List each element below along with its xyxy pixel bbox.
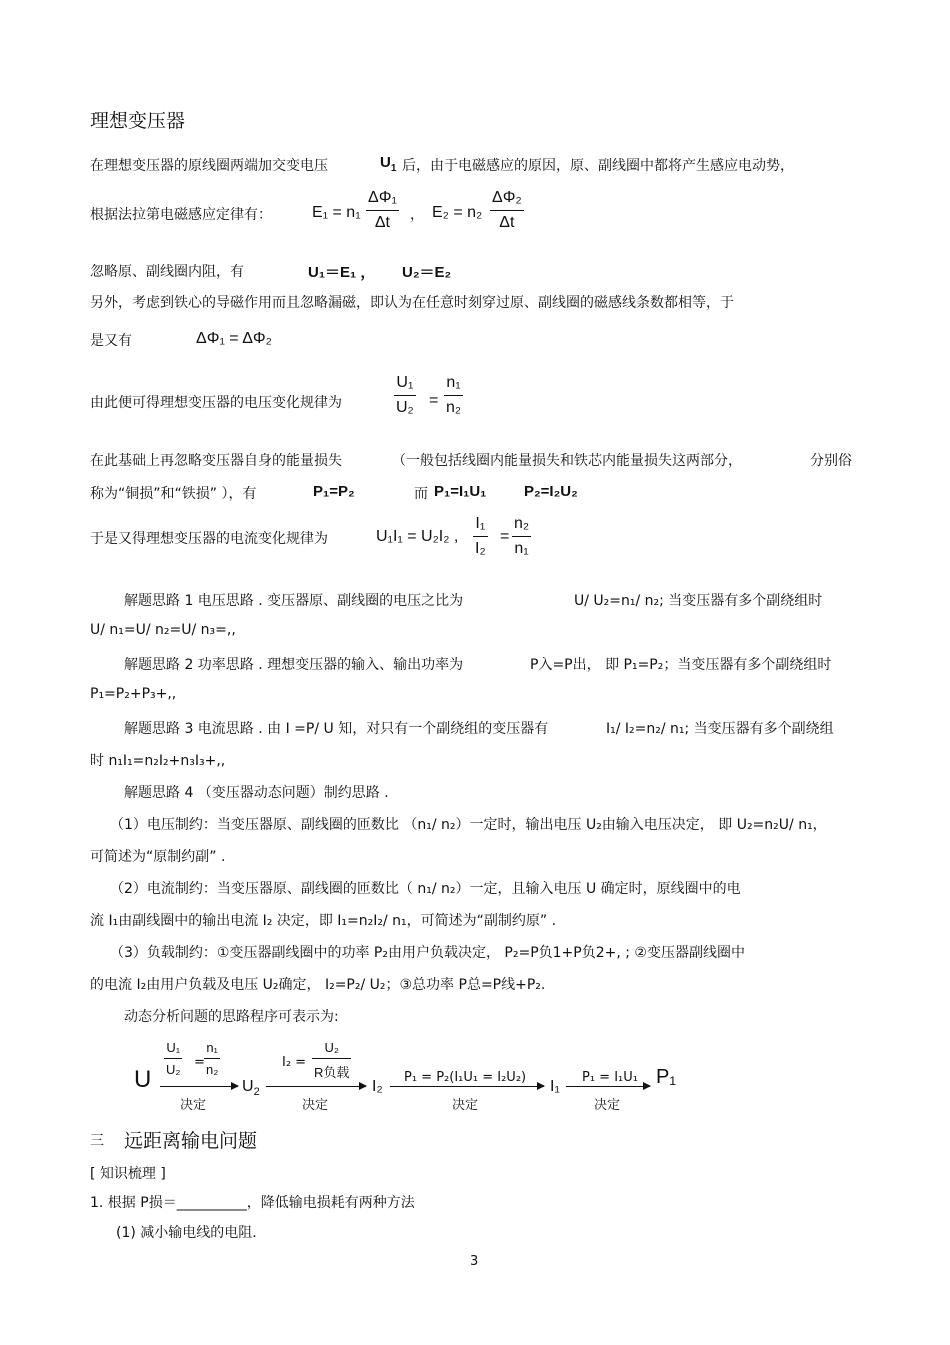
flow-u2-numer: U₂ [324,1040,339,1055]
power-equality-eq: U₁I₁ = U₂I₂ , [376,528,459,545]
flow-u-fraction [164,1040,182,1077]
approach-1-c: U/ n₁=U/ n₂=U/ n₃=,, [90,622,236,638]
flow-arrow-1 [160,1086,238,1087]
section-3-number: 三 [90,1133,104,1149]
flow-label-3: 决定 [452,1098,479,1113]
u1-num: U₁ [396,374,414,391]
flow-power-eq: P₁ = P₂(I₁U₁ = I₂U₂) [404,1070,527,1085]
voltage-constraint-b: 可简述为“原制约副” . [90,849,226,865]
approach-2-c: P₁=P₂+P₃+,, [90,686,177,702]
e1-denominator: Δt [366,210,399,232]
flow-i2-lhs: I₂ = [282,1055,307,1070]
u1-letter: U [380,154,391,171]
voltage-rule-text: 由此便可得理想变压器的电压变化规律为 [90,395,342,411]
p1-i1u1-eq: P₁=I₁U₁ [434,483,487,500]
current-fraction-i [473,515,488,558]
i2-den: I₂ [473,536,488,558]
flow-u1-num: U₁ [166,1040,181,1055]
current-fraction-n [512,515,531,558]
e1-numerator: ΔΦ₁ [368,189,397,206]
knowledge-item-1: 1. 根据 P损＝__________，降低输电损耗有两种方法 [90,1195,415,1211]
approach-3-c: 时 n₁I₁=n₂I₂+n₃I₃+,, [90,753,226,769]
load-constraint-a: （3）负载制约：①变压器副线圈中的功率 P₂由用户负载决定， P₂=P负1+P负2+, ; ②变压器副线圈中 [110,945,745,961]
flow-i2: I₂ [372,1078,383,1095]
flow-n-fraction [204,1040,220,1077]
approach-1-b: U/ U₂=n₁/ n₂; 当变压器有多个副绕组时 [574,593,823,609]
approach-2-b: P入=P出， 即 P₁=P₂；当变压器有多个副绕组时 [530,657,832,673]
flow-i1: I₁ [550,1078,560,1095]
voltage-constraint-a: （1）电压制约：当变压器原、副线圈的匝数比 （n₁/ n₂）一定时，输出电压 U₂由输入电压决定， 即 U₂=n₂U/ n₁， [110,817,827,833]
paragraph-intro [90,155,328,175]
load-constraint-b: 的电流 I₂由用户负载及电压 U₂确定， I₂=P₂/ U₂；③总功率 P总=P线+P₂. [90,977,546,993]
e1-lhs: E₁ = n₁ [312,204,361,221]
flow-n1-num: n₁ [206,1040,218,1055]
flux-text-2: 是又有 [90,333,132,349]
approach-2-a: 解题思路 2 功率思路 . 理想变压器的输入、输出功率为 [124,657,464,673]
u2-den: U₂ [394,395,416,417]
flow-label-1: 决定 [180,1098,207,1113]
dynamic-analysis-text: 动态分析问题的思路程序可表示为: [124,1009,339,1025]
current-constraint-a: （2）电流制约：当变压器原、副线圈的匝数比（ n₁/ n₂）一定，且输入电压 U 确定时，原线圈中的电 [110,881,741,897]
flow-r-denom: R负载 [312,1058,351,1081]
e2-numerator: ΔΦ₂ [492,189,522,206]
u1-e1-eq: U₁＝E₁ ， [308,264,376,281]
copper-iron-text: 称为“铜损”和“铁损” ），有 [90,486,257,502]
section-3-title: 远距离输电问题 [124,1130,258,1152]
n2-num: n₂ [514,515,530,532]
flow-u2 [242,1078,260,1098]
flow-label-4: 决定 [594,1098,621,1113]
voltage-fraction-u [394,374,416,417]
energy-loss-text-a: 在此基础上再忽略变压器自身的能量损失 [90,453,342,469]
intro-text-a: 在理想变压器的原线圈两端加交变电压 [90,158,328,174]
faraday-text: 根据法拉第电磁感应定律有： [90,207,272,223]
energy-loss-text-b: （一般包括线圈内能量损失和铁芯内能量损失这两部分， [392,453,742,469]
flow-u1: U [134,1066,152,1093]
knowledge-header: [ 知识梳理 ] [90,1166,166,1182]
e2-lhs: E₂ = n₂ [432,204,483,221]
flow-arrow-2 [266,1086,366,1087]
u1-symbol [380,154,396,174]
flux-text: 另外，考虑到铁心的导磁作用而且忽略漏磁，即认为在任意时刻穿过原、副线圈的磁感线条数都相等，于 [90,295,734,311]
e1-fraction [366,189,399,232]
n1-den: n₁ [512,536,531,558]
u2-e2-eq: U₂＝E₂ [402,264,452,281]
u1-sub: 1 [390,163,397,174]
e2-denominator: Δt [490,210,524,232]
voltage-fraction-n [444,374,463,417]
approach-3-b: I₁/ I₂=n₂/ n₁; 当变压器有多个副绕组 [606,721,834,737]
n2-den: n₂ [444,395,463,417]
flow-u2-letter: U [242,1078,254,1095]
flux-equal-eq: ΔΦ₁ = ΔΦ₂ [196,330,272,347]
approach-3-a: 解题思路 3 电流思路 . 由 I =P/ U 知，对只有一个副绕组的变压器有 [124,721,549,737]
e2-fraction [490,189,524,232]
p1-p2-eq: P₁=P₂ [313,483,355,500]
flow-label-2: 决定 [302,1098,329,1113]
flow-arrow-3 [390,1086,544,1087]
voltage-eq-sign: = [429,392,439,409]
flow-eq-1: = [194,1055,205,1070]
current-constraint-b: 流 I₁由副线圈中的输出电流 I₂ 决定，即 I₁=n₂I₂/ n₁，可简述为“副制约原” . [90,913,557,929]
current-eq-sign: = [500,528,510,545]
page-number: 3 [470,1254,479,1269]
flow-p1-eq: P₁ = I₁U₁ [582,1070,638,1085]
flow-n2-den: n₂ [204,1058,220,1077]
current-rule-text: 于是又得理想变压器的电流变化规律为 [90,531,328,547]
approach-1-a: 解题思路 1 电压思路 . 变压器原、副线圈的电压之比为 [124,593,464,609]
energy-loss-text-c: 分别俗 [810,453,852,469]
ignore-resistance-text: 忽略原、副线圈内阻，有 [90,264,244,280]
intro-text-c: 后，由于电磁感应的原因，原、副线圈中都将产生感应电动势， [402,158,794,174]
flow-u2-sub: 2 [253,1086,260,1099]
and-word: 而 [414,486,428,502]
flow-p1: P₁ [656,1066,677,1088]
section-title: 理想变压器 [90,110,186,132]
flow-r-fraction [312,1040,351,1081]
approach-4: 解题思路 4 （变压器动态问题）制约思路 . [124,785,389,801]
n1-num: n₁ [446,374,461,391]
flow-arrow-4 [566,1086,650,1087]
flow-u2-den: U₂ [164,1058,182,1077]
e-separator: ， [410,207,424,223]
i1-num: I₁ [475,515,486,532]
knowledge-item-1-1: (1) 减小输电线的电阻. [116,1225,257,1241]
p2-i2u2-eq: P₂=I₂U₂ [524,483,578,500]
